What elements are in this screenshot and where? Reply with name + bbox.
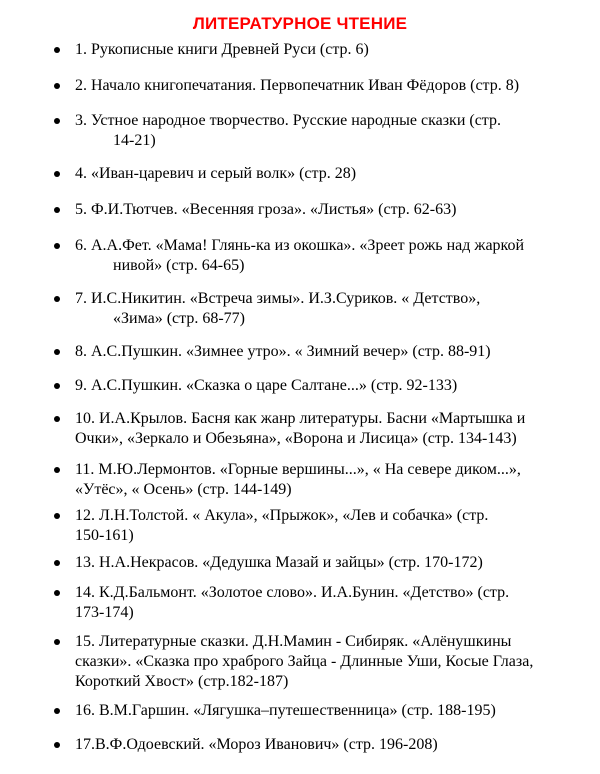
list-item-text: 1. Рукописные книги Древней Руси (стр. 6)	[75, 41, 369, 58]
list-item-text: 14. К.Д.Бальмонт. «Золотое слово». И.А.Бунин. «Детство» (стр.	[75, 584, 510, 601]
list-item	[75, 111, 570, 151]
list-item-text: 16. В.М.Гаршин. «Лягушка–путешественница» (стр. 188-195)	[75, 702, 496, 719]
bullet-icon	[54, 349, 60, 355]
bullet-icon	[54, 243, 60, 249]
list-item	[75, 342, 570, 362]
list-item	[75, 164, 570, 184]
list-item	[75, 583, 570, 623]
bullet-icon	[54, 47, 60, 53]
list-item	[75, 506, 570, 546]
list-item	[75, 553, 570, 573]
list-item-text: 7. И.С.Никитин. «Встреча зимы». И.З.Суриков. « Детство»,	[75, 290, 481, 307]
list-item-text-continued: сказки». «Сказка про храброго Зайца - Длинные Уши, Косые Глаза,	[75, 653, 534, 670]
list-item	[75, 632, 570, 692]
list-item-text-continued: Очки», «Зеркало и Обезьяна», «Ворона и Лисица» (стр. 134-143)	[75, 430, 517, 447]
bullet-icon	[54, 416, 60, 422]
list-item-text: 3. Устное народное творчество. Русские народные сказки (стр.	[75, 112, 501, 129]
list-item-text-continued: «Зима» (стр. 68-77)	[113, 310, 245, 327]
list-item-text: 6. А.А.Фет. «Мама! Глянь-ка из окошка». «Зреет рожь над жаркой	[75, 237, 525, 254]
list-item	[75, 701, 570, 721]
list-item-text: 9. А.С.Пушкин. «Сказка о царе Салтане...» (стр. 92-133)	[75, 377, 458, 394]
bullet-icon	[54, 118, 60, 124]
bullet-icon	[54, 207, 60, 213]
list-item-text-continued: 150-161)	[75, 527, 134, 544]
list-item-text: 10. И.А.Крылов. Басня как жанр литературы. Басни «Мартышка и	[75, 410, 526, 427]
list-item-text: 11. М.Ю.Лермонтов. «Горные вершины...», « На севере диком...»,	[75, 461, 521, 478]
list-item	[75, 376, 570, 396]
bullet-icon	[54, 467, 60, 473]
bullet-icon	[54, 639, 60, 645]
list-item-text: 8. А.С.Пушкин. «Зимнее утро». « Зимний вечер» (стр. 88-91)	[75, 343, 491, 360]
list-item-text-continued: «Утёс», « Осень» (стр. 144-149)	[75, 481, 292, 498]
list-item-text: 5. Ф.И.Тютчев. «Весенняя гроза». «Листья» (стр. 62-63)	[75, 201, 457, 218]
list-item	[75, 236, 570, 276]
list-item	[75, 40, 570, 60]
bullet-icon	[54, 383, 60, 389]
list-item-text-continued: 14-21)	[113, 132, 156, 149]
list-item-text: 12. Л.Н.Толстой. « Акула», «Прыжок», «Лев и собачка» (стр.	[75, 507, 489, 524]
bullet-icon	[54, 708, 60, 714]
bullet-icon	[54, 171, 60, 177]
list-item-text: 13. Н.А.Некрасов. «Дедушка Мазай и зайцы» (стр. 170-172)	[75, 554, 483, 571]
bullet-icon	[54, 83, 60, 89]
list-item-text-continued: нивой» (стр. 64-65)	[113, 257, 245, 274]
list-item-text: 17.В.Ф.Одоевский. «Мороз Иванович» (стр. 196-208)	[75, 736, 438, 753]
bullet-icon	[54, 296, 60, 302]
bullet-icon	[54, 742, 60, 748]
list-item	[75, 735, 570, 755]
list-item-text: 4. «Иван-царевич и серый волк» (стр. 28)	[75, 165, 357, 182]
list-item	[75, 409, 570, 449]
list-item-text: 15. Литературные сказки. Д.Н.Мамин - Сибиряк. «Алёнушкины	[75, 633, 512, 650]
bullet-icon	[54, 590, 60, 596]
list-item	[75, 460, 570, 500]
list-item	[75, 76, 570, 96]
list-item-text-continued: Короткий Хвост» (стр.182-187)	[75, 673, 289, 690]
bullet-icon	[54, 513, 60, 519]
list-item	[75, 200, 570, 220]
list-item-text-continued: 173-174)	[75, 604, 134, 621]
list-item	[75, 289, 570, 329]
bullet-icon	[54, 560, 60, 566]
list-item-text: 2. Начало книгопечатания. Первопечатник Иван Фёдоров (стр. 8)	[75, 77, 520, 94]
page-title: ЛИТЕРАТУРНОЕ ЧТЕНИЕ	[192, 14, 408, 33]
